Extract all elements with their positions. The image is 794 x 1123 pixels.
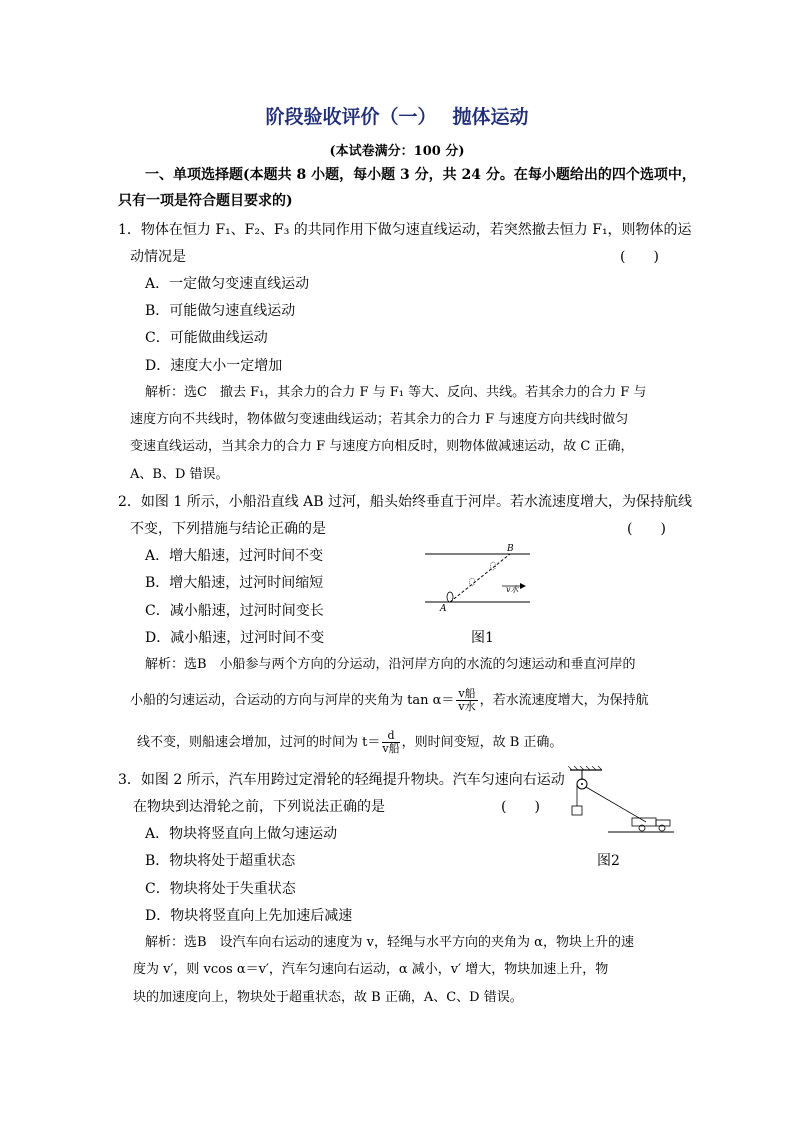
analysis-text: 小船的匀速运动，合运动的方向与河岸的夹角为 tan α＝	[130, 693, 455, 708]
question-3-option-c: C．物块将处于失重状态	[145, 881, 296, 897]
question-1-option-a: A．一定做匀变速直线运动	[145, 276, 310, 292]
page-subtitle: (本试卷满分：100 分)	[329, 144, 465, 159]
analysis-text: 线不变，则船速会增加，过河的时间为 t＝	[137, 735, 381, 750]
question-3-stem-cont: 在物块到达滑轮之前，下列说法正确的是	[133, 799, 385, 815]
question-1-analysis-line: A、B、D 错误。	[130, 467, 229, 482]
page-title: 阶段验收评价（一） 抛体运动	[265, 106, 529, 128]
fraction-numerator: v船	[458, 687, 476, 700]
question-2-analysis-line	[130, 683, 649, 719]
question-3-analysis-line: 度为 v′，则 vcos α＝v′，汽车匀速向右运动，α 减小，v′ 增大，物块加速上升，物	[133, 962, 609, 977]
question-1-option-b: B．可能做匀速直线运动	[145, 303, 296, 319]
river-crossing-figure	[420, 540, 535, 615]
figure-2-caption: 图2	[597, 853, 620, 869]
analysis-text: ，若水流速度增大，为保持航	[479, 693, 649, 708]
question-1-analysis-line: 变速直线运动，当其余力的合力 F 与速度方向相反时，则物体做减速运动，故 C 正确，	[130, 439, 634, 454]
question-2-analysis: 解析：选B 小船参与两个方向的分运动，沿河岸方向的水流的匀速运动和垂直河岸的	[145, 657, 636, 672]
figure-label-a: A	[440, 604, 447, 614]
question-1-option-d: D．速度大小一定增加	[145, 358, 283, 374]
question-3-analysis: 解析：选B 设汽车向右运动的速度为 v，轻绳与水平方向的夹角为 α，物块上升的速	[145, 935, 634, 950]
fraction-denominator: v水	[458, 700, 476, 713]
fraction-numerator: d	[382, 730, 399, 743]
question-3-option-a: A．物块将竖直向上做匀速运动	[145, 826, 338, 842]
figure-1-caption: 图1	[471, 630, 494, 646]
question-1-answer-bracket: ( )	[620, 249, 659, 265]
figure-label-b: B	[507, 544, 514, 554]
question-3-option-d: D．物块将竖直向上先加速后减速	[145, 908, 353, 924]
section-instruction: 一、单项选择题(本题共 8 小题，每小题 3 分，共 24 分。在每小题给出的四个选项中，	[145, 167, 696, 183]
question-3-option-b: B．物块将处于超重状态	[145, 853, 296, 869]
question-3-stem: 3．如图 2 所示，汽车用跨过定滑轮的轻绳提升物块。汽车匀速向右运动	[118, 772, 565, 788]
analysis-text: ，则时间变短，故 B 正确。	[401, 735, 563, 750]
question-2-option-d: D．减小船速，过河时间不变	[145, 630, 325, 646]
question-1-option-c: C．可能做曲线运动	[145, 330, 268, 346]
question-1-analysis: 解析：选C 撤去 F₁，其余力的合力 F 与 F₁ 等大、反向、共线。若其余力的合力 F 与	[145, 385, 647, 400]
question-1-analysis-line: 速度方向不共线时，物体做匀变速曲线运动；若其余力的合力 F 与速度方向共线时做匀	[130, 412, 629, 427]
time-fraction	[382, 730, 399, 755]
question-2-answer-bracket: ( )	[627, 521, 666, 537]
question-3-analysis-line: 块的加速度向上，物块处于超重状态，故 B 正确，A、C、D 错误。	[133, 990, 523, 1005]
question-2-analysis-line	[137, 725, 562, 761]
question-3-answer-bracket: ( )	[501, 799, 540, 815]
tan-fraction	[456, 688, 477, 713]
question-1-stem-cont: 动情况是	[130, 249, 186, 265]
fraction-denominator: v船	[382, 742, 400, 755]
question-2-stem: 2．如图 1 所示，小船沿直线 AB 过河，船头始终垂直于河岸。若水流速度增大，为保持航线	[118, 494, 693, 510]
question-2-option-c: C．减小船速，过河时间变长	[145, 603, 324, 619]
figure-label-velocity: v水	[506, 585, 519, 594]
question-2-stem-cont: 不变，下列措施与结论正确的是	[130, 521, 326, 537]
question-1-stem: 1．物体在恒力 F₁、F₂、F₃ 的共同作用下做匀速直线运动，若突然撤去恒力 F₁，则物体的运	[118, 222, 692, 238]
section-instruction-cont: 只有一项是符合题目要求的)	[118, 193, 293, 209]
question-2-option-a: A．增大船速，过河时间不变	[145, 548, 324, 564]
question-2-option-b: B．增大船速，过河时间缩短	[145, 575, 324, 591]
pulley-truck-figure	[568, 766, 676, 838]
